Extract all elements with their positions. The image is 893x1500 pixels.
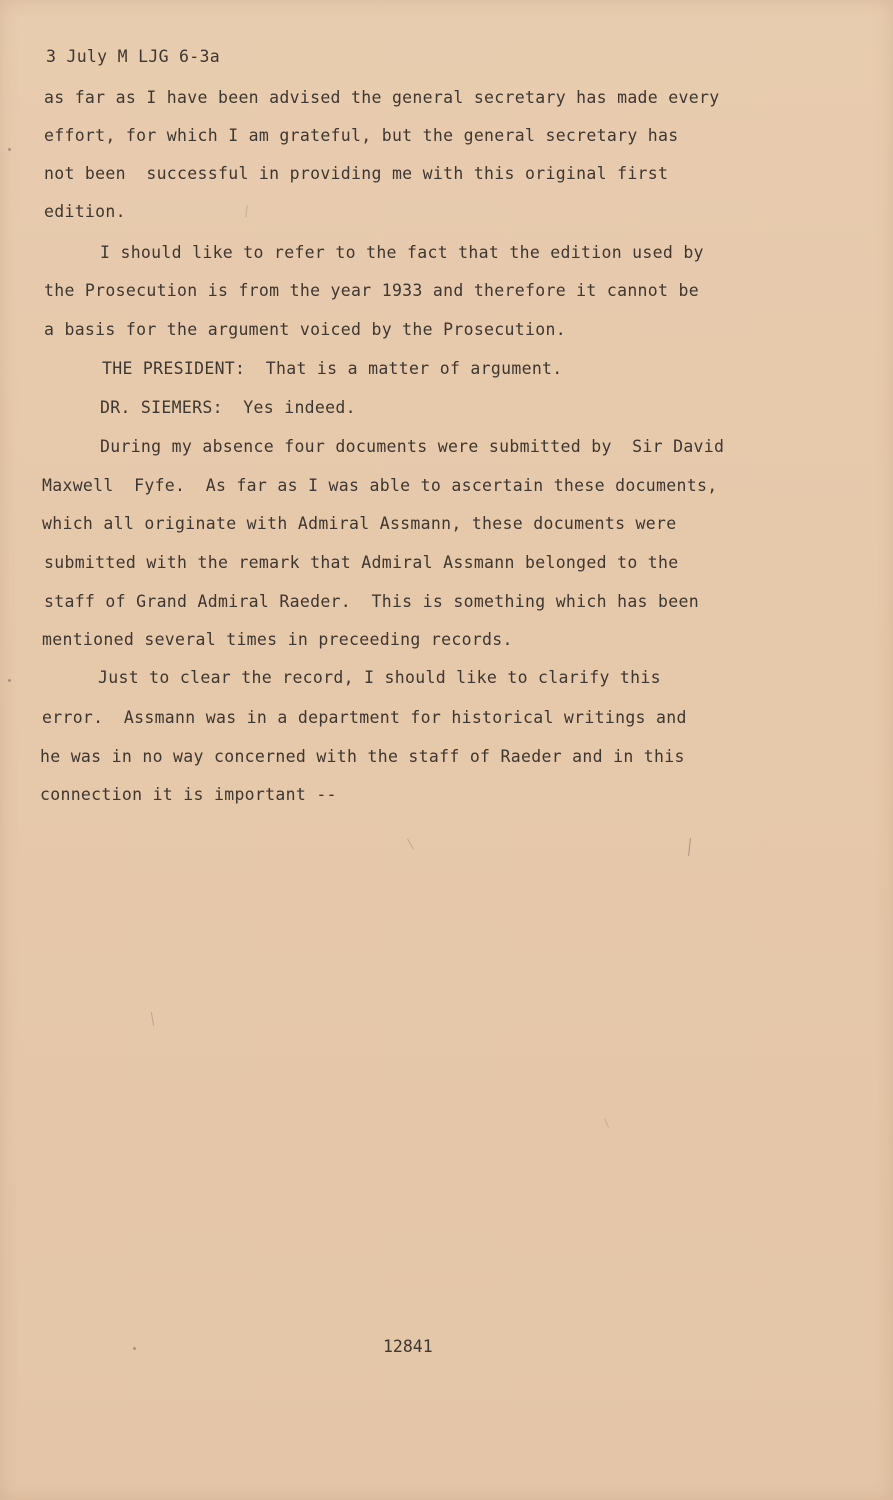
- pencil-mark: [245, 205, 248, 217]
- text-line-7: a basis for the argument voiced by the Prosecution.: [44, 320, 566, 339]
- text-line-2: effort, for which I am grateful, but the general secretary has: [44, 126, 679, 145]
- text-line-15: mentioned several times in preceeding records.: [42, 630, 513, 649]
- text-line-4: edition.: [44, 202, 126, 221]
- text-line-13: submitted with the remark that Admiral Assmann belonged to the: [44, 553, 679, 572]
- text-line-6: the Prosecution is from the year 1933 and therefore it cannot be: [44, 281, 699, 300]
- text-line-19: connection it is important --: [40, 785, 337, 804]
- text-line-11: Maxwell Fyfe. As far as I was able to ascertain these documents,: [42, 476, 718, 495]
- text-line-3: not been successful in providing me with this original first: [44, 164, 669, 183]
- pencil-mark: [151, 1012, 154, 1026]
- pencil-mark: [688, 838, 691, 856]
- siemers-line: DR. SIEMERS: Yes indeed.: [100, 398, 356, 417]
- text-line-14: staff of Grand Admiral Raeder. This is something which has been: [44, 592, 699, 611]
- president-line: THE PRESIDENT: That is a matter of argument.: [102, 359, 563, 378]
- text-line-5: I should like to refer to the fact that the edition used by: [100, 243, 704, 262]
- text-line-16: Just to clear the record, I should like to clarify this: [98, 668, 661, 687]
- text-line-18: he was in no way concerned with the staff of Raeder and in this: [40, 747, 685, 766]
- pencil-mark: [604, 1118, 609, 1127]
- paper-speck: [133, 1347, 136, 1350]
- pencil-mark: [407, 839, 414, 850]
- document-header: 3 July M LJG 6-3a: [46, 47, 220, 66]
- text-line-17: error. Assmann was in a department for historical writings and: [42, 708, 687, 727]
- paper-speck: [8, 148, 11, 151]
- text-line-12: which all originate with Admiral Assmann, these documents were: [42, 514, 677, 533]
- page-number: 12841: [383, 1337, 433, 1356]
- text-line-10: During my absence four documents were submitted by Sir David: [100, 437, 725, 456]
- text-line-1: as far as I have been advised the general secretary has made every: [44, 88, 720, 107]
- paper-speck: [8, 679, 11, 682]
